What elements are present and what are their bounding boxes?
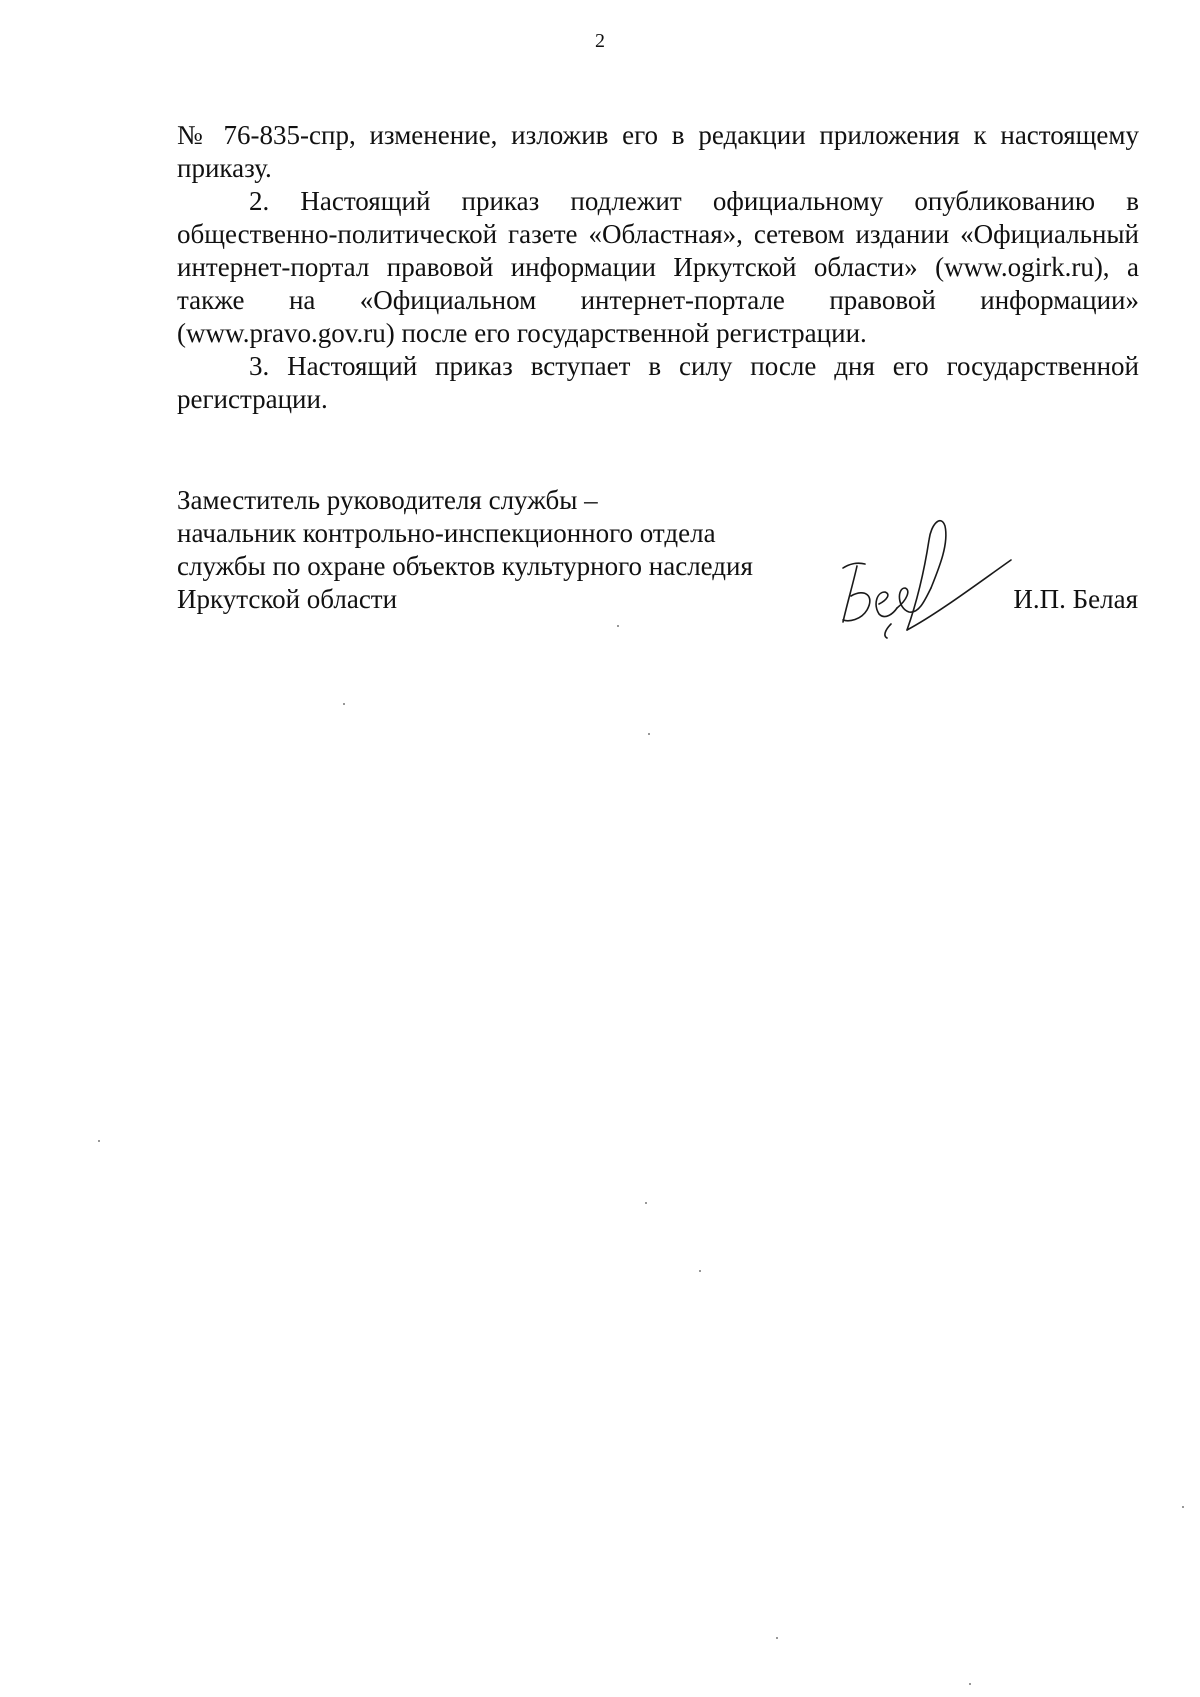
page-number: 2 — [595, 30, 605, 52]
signatory-title-line-2: начальник контрольно-инспекционного отдела — [177, 518, 716, 548]
signatory-title-line-3: службы по охране объектов культурного наследия — [177, 551, 753, 581]
scan-speck — [648, 733, 650, 735]
signatory-name: И.П. Белая — [1013, 584, 1138, 614]
signature-block — [177, 484, 1139, 616]
scan-speck — [98, 1140, 100, 1142]
signatory-title-line-4: Иркутской области — [177, 584, 398, 614]
scan-speck — [699, 1270, 701, 1272]
scan-speck — [343, 703, 345, 705]
signatory-title-line-1: Заместитель руководителя службы – — [177, 485, 598, 515]
document-body — [177, 119, 1139, 416]
scan-speck — [617, 625, 619, 627]
scan-speck — [776, 1637, 778, 1639]
paragraph-continuation: № 76-835-спр, изменение, изложив его в редакции приложения к настоящему приказу. — [177, 120, 1139, 183]
scan-speck — [969, 1683, 971, 1685]
paragraph-publication: 2. Настоящий приказ подлежит официальному опубликованию в общественно-политической газете «Областная», сетевом издании «Официальный интернет-портал правовой информации Иркутской области» (www.ogirk.ru), а также на «Официальном интернет-портале правовой информации» (www.pravo.gov.ru) после его государственной регистрации. — [177, 186, 1139, 348]
scan-speck — [1182, 1506, 1184, 1508]
handwritten-signature — [827, 504, 1017, 654]
paragraph-effective-date: 3. Настоящий приказ вступает в силу после дня его государственной регистрации. — [177, 351, 1139, 414]
scan-speck — [645, 1202, 647, 1204]
